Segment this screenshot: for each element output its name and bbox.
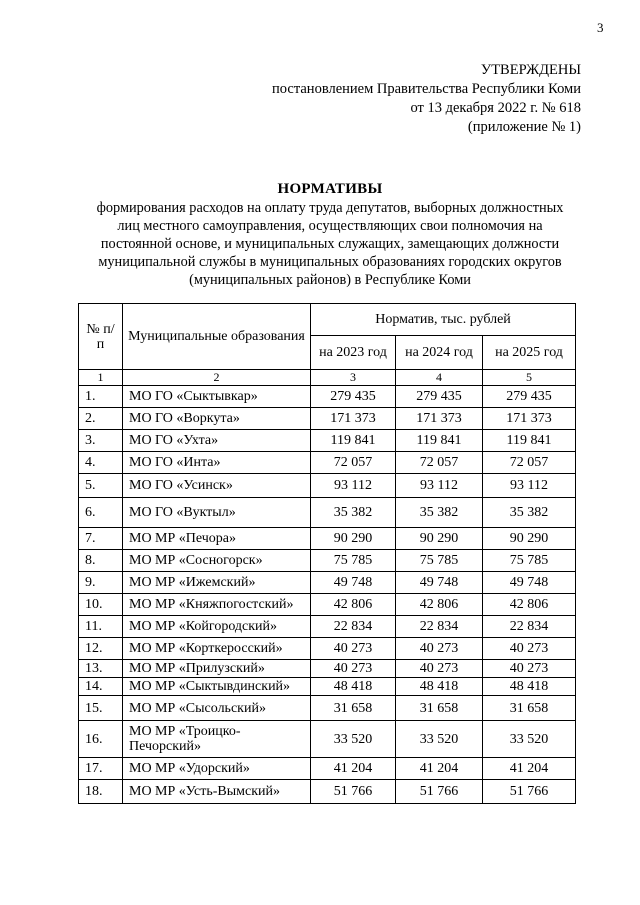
norm-2023: 171 373 bbox=[311, 408, 396, 430]
norm-2025: 35 382 bbox=[483, 498, 576, 528]
norm-2025: 49 748 bbox=[483, 572, 576, 594]
municipality-name: МО МР «Сыктывдинский» bbox=[123, 678, 311, 696]
row-number: 14. bbox=[79, 678, 123, 696]
row-number: 4. bbox=[79, 452, 123, 474]
norm-2024: 75 785 bbox=[396, 550, 483, 572]
norm-2023: 40 273 bbox=[311, 638, 396, 660]
municipality-name: МО МР «Прилузский» bbox=[123, 660, 311, 678]
table-row bbox=[79, 498, 576, 528]
municipality-name: МО ГО «Воркута» bbox=[123, 408, 311, 430]
approval-date: от 13 декабря 2022 г. № 618 bbox=[410, 100, 581, 116]
table-row bbox=[79, 594, 576, 616]
table-row bbox=[79, 678, 576, 696]
municipality-name: МО МР «Княжпогостский» bbox=[123, 594, 311, 616]
municipality-name: МО МР «Сосногорск» bbox=[123, 550, 311, 572]
norm-2024: 40 273 bbox=[396, 638, 483, 660]
approval-block bbox=[272, 61, 581, 137]
column-number: 1 bbox=[79, 370, 123, 386]
norm-2025: 41 204 bbox=[483, 758, 576, 780]
document-title: НОРМАТИВЫ bbox=[277, 181, 383, 197]
norm-2025: 279 435 bbox=[483, 386, 576, 408]
column-number: 3 bbox=[311, 370, 396, 386]
row-number: 7. bbox=[79, 528, 123, 550]
norm-2025: 48 418 bbox=[483, 678, 576, 696]
municipality-name: МО ГО «Сыктывкар» bbox=[123, 386, 311, 408]
norm-2024: 51 766 bbox=[396, 780, 483, 804]
norm-2024: 93 112 bbox=[396, 474, 483, 498]
table-row bbox=[79, 528, 576, 550]
municipality-name: МО МР «Троицко-Печорский» bbox=[123, 721, 311, 758]
norm-2024: 279 435 bbox=[396, 386, 483, 408]
municipality-name: МО МР «Удорский» bbox=[123, 758, 311, 780]
table-row bbox=[79, 550, 576, 572]
norm-2023: 49 748 bbox=[311, 572, 396, 594]
norm-2025: 75 785 bbox=[483, 550, 576, 572]
page-number: 3 bbox=[597, 20, 604, 35]
table-row bbox=[79, 638, 576, 660]
approval-heading: УТВЕРЖДЕНЫ bbox=[480, 62, 581, 78]
norm-2025: 72 057 bbox=[483, 452, 576, 474]
norm-2023: 93 112 bbox=[311, 474, 396, 498]
table-row bbox=[79, 386, 576, 408]
row-number: 15. bbox=[79, 696, 123, 721]
column-number: 2 bbox=[123, 370, 311, 386]
row-number: 1. bbox=[79, 386, 123, 408]
norm-2025: 119 841 bbox=[483, 430, 576, 452]
header-year-2024: на 2024 год bbox=[396, 336, 483, 370]
municipality-name: МО МР «Койгородский» bbox=[123, 616, 311, 638]
table-row bbox=[79, 780, 576, 804]
row-number: 13. bbox=[79, 660, 123, 678]
norm-2023: 35 382 bbox=[311, 498, 396, 528]
norm-2023: 90 290 bbox=[311, 528, 396, 550]
table-row bbox=[79, 430, 576, 452]
municipality-name: МО ГО «Вуктыл» bbox=[123, 498, 311, 528]
norm-2025: 171 373 bbox=[483, 408, 576, 430]
norm-2023: 33 520 bbox=[311, 721, 396, 758]
subtitle-line: (муниципальных районов) в Республике Коми bbox=[189, 272, 471, 288]
document-subtitle bbox=[0, 199, 640, 289]
norm-2024: 42 806 bbox=[396, 594, 483, 616]
municipality-name: МО ГО «Ухта» bbox=[123, 430, 311, 452]
norm-2024: 35 382 bbox=[396, 498, 483, 528]
norm-2025: 90 290 bbox=[483, 528, 576, 550]
norm-2023: 51 766 bbox=[311, 780, 396, 804]
norm-2023: 119 841 bbox=[311, 430, 396, 452]
subtitle-line: лиц местного самоуправления, осуществляющих свои полномочия на bbox=[117, 218, 543, 234]
table-row bbox=[79, 572, 576, 594]
norm-2024: 40 273 bbox=[396, 660, 483, 678]
norm-2024: 22 834 bbox=[396, 616, 483, 638]
row-number: 3. bbox=[79, 430, 123, 452]
norm-2023: 40 273 bbox=[311, 660, 396, 678]
row-number: 6. bbox=[79, 498, 123, 528]
column-number: 4 bbox=[396, 370, 483, 386]
norms-table bbox=[78, 303, 576, 804]
norm-2025: 22 834 bbox=[483, 616, 576, 638]
table-row bbox=[79, 474, 576, 498]
subtitle-line: муниципальной службы в муниципальных образованиях городских округов bbox=[98, 254, 562, 270]
norm-2024: 119 841 bbox=[396, 430, 483, 452]
norm-2023: 31 658 bbox=[311, 696, 396, 721]
header-num: № п/п bbox=[79, 304, 123, 370]
table-row bbox=[79, 721, 576, 758]
norm-2023: 42 806 bbox=[311, 594, 396, 616]
norm-2023: 22 834 bbox=[311, 616, 396, 638]
norm-2023: 72 057 bbox=[311, 452, 396, 474]
row-number: 9. bbox=[79, 572, 123, 594]
approval-appendix: (приложение № 1) bbox=[467, 119, 581, 135]
table-row bbox=[79, 408, 576, 430]
row-number: 5. bbox=[79, 474, 123, 498]
column-number-row bbox=[79, 370, 576, 386]
norm-2025: 40 273 bbox=[483, 660, 576, 678]
row-number: 2. bbox=[79, 408, 123, 430]
row-number: 12. bbox=[79, 638, 123, 660]
table-row bbox=[79, 696, 576, 721]
header-norm-group: Норматив, тыс. рублей bbox=[311, 304, 576, 336]
header-year-2023: на 2023 год bbox=[311, 336, 396, 370]
municipality-name: МО МР «Сысольский» bbox=[123, 696, 311, 721]
norm-2023: 75 785 bbox=[311, 550, 396, 572]
norm-2024: 31 658 bbox=[396, 696, 483, 721]
norm-2025: 33 520 bbox=[483, 721, 576, 758]
row-number: 16. bbox=[79, 721, 123, 758]
row-number: 10. bbox=[79, 594, 123, 616]
header-municipality: Муниципальные образования bbox=[123, 304, 311, 370]
norm-2024: 90 290 bbox=[396, 528, 483, 550]
norm-2023: 41 204 bbox=[311, 758, 396, 780]
table-row bbox=[79, 452, 576, 474]
norm-2025: 40 273 bbox=[483, 638, 576, 660]
norm-2024: 72 057 bbox=[396, 452, 483, 474]
municipality-name: МО МР «Корткеросский» bbox=[123, 638, 311, 660]
subtitle-line: формирования расходов на оплату труда депутатов, выборных должностных bbox=[96, 200, 564, 216]
norm-2024: 41 204 bbox=[396, 758, 483, 780]
table-row bbox=[79, 758, 576, 780]
norm-2025: 42 806 bbox=[483, 594, 576, 616]
norm-2024: 171 373 bbox=[396, 408, 483, 430]
norm-2023: 48 418 bbox=[311, 678, 396, 696]
column-number: 5 bbox=[483, 370, 576, 386]
subtitle-line: постоянной основе, и муниципальных служащих, замещающих должности bbox=[100, 236, 560, 252]
municipality-name: МО ГО «Усинск» bbox=[123, 474, 311, 498]
norm-2024: 49 748 bbox=[396, 572, 483, 594]
municipality-name: МО ГО «Инта» bbox=[123, 452, 311, 474]
table-row bbox=[79, 660, 576, 678]
norm-2023: 279 435 bbox=[311, 386, 396, 408]
header-year-2025: на 2025 год bbox=[483, 336, 576, 370]
table-row bbox=[79, 616, 576, 638]
approval-decree: постановлением Правительства Республики Коми bbox=[272, 81, 581, 97]
row-number: 17. bbox=[79, 758, 123, 780]
row-number: 18. bbox=[79, 780, 123, 804]
row-number: 11. bbox=[79, 616, 123, 638]
municipality-name: МО МР «Печора» bbox=[123, 528, 311, 550]
norm-2025: 93 112 bbox=[483, 474, 576, 498]
row-number: 8. bbox=[79, 550, 123, 572]
norm-2025: 31 658 bbox=[483, 696, 576, 721]
norm-2024: 48 418 bbox=[396, 678, 483, 696]
norm-2024: 33 520 bbox=[396, 721, 483, 758]
norm-2025: 51 766 bbox=[483, 780, 576, 804]
municipality-name: МО МР «Ижемский» bbox=[123, 572, 311, 594]
municipality-name: МО МР «Усть-Вымский» bbox=[123, 780, 311, 804]
